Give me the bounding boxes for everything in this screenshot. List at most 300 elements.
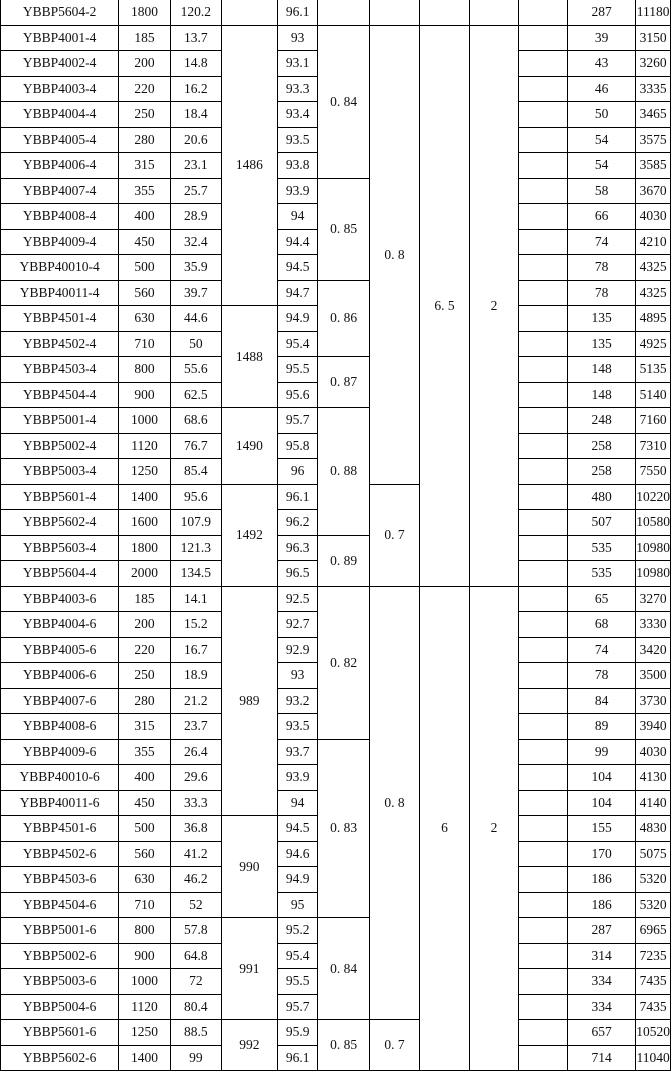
table-body	[1, 0, 671, 1071]
table-row	[1, 918, 671, 944]
torque-cell: 5075	[636, 841, 671, 867]
current-ratio-cell: 0. 8	[369, 25, 419, 484]
torque-ratio-cell: 6. 5	[420, 25, 470, 586]
weight-cell: 287	[567, 0, 635, 25]
efficiency-cell: 92.9	[277, 637, 317, 663]
current-cell: 25.7	[170, 178, 221, 204]
model-cell: YBBP5002-4	[1, 433, 119, 459]
table-row	[1, 739, 671, 765]
current-cell: 55.6	[170, 357, 221, 383]
model-cell: YBBP4008-6	[1, 714, 119, 740]
current-cell: 23.1	[170, 153, 221, 179]
power-cell: 400	[119, 765, 171, 791]
current-cell: 72	[170, 969, 221, 995]
model-cell: YBBP5601-4	[1, 484, 119, 510]
model-cell: YBBP4003-4	[1, 76, 119, 102]
current-cell: 39.7	[170, 280, 221, 306]
weight-cell: 657	[567, 1020, 635, 1046]
model-cell: YBBP5003-6	[1, 969, 119, 995]
blank-cell	[518, 969, 567, 995]
weight-cell: 248	[567, 408, 635, 434]
efficiency-cell: 92.5	[277, 586, 317, 612]
blank-cell	[518, 688, 567, 714]
current-cell: 44.6	[170, 306, 221, 332]
power-factor-cell: 0. 85	[318, 1020, 370, 1071]
power-cell: 2000	[119, 561, 171, 587]
current-ratio-cell	[369, 0, 419, 25]
weight-cell: 50	[567, 102, 635, 128]
weight-cell: 84	[567, 688, 635, 714]
speed-cell: 1488	[221, 306, 277, 408]
blank-cell	[518, 510, 567, 536]
model-cell: YBBP4004-4	[1, 102, 119, 128]
current-cell: 120.2	[170, 0, 221, 25]
efficiency-cell: 95.7	[277, 408, 317, 434]
weight-cell: 135	[567, 306, 635, 332]
model-cell: YBBP5601-6	[1, 1020, 119, 1046]
efficiency-cell: 96.2	[277, 510, 317, 536]
power-cell: 250	[119, 102, 171, 128]
model-cell: YBBP4008-4	[1, 204, 119, 230]
efficiency-cell: 93.7	[277, 739, 317, 765]
model-cell: YBBP4006-6	[1, 663, 119, 689]
current-cell: 33.3	[170, 790, 221, 816]
blank-cell	[518, 918, 567, 944]
weight-cell: 74	[567, 637, 635, 663]
weight-cell: 258	[567, 433, 635, 459]
model-cell: YBBP5001-4	[1, 408, 119, 434]
power-factor-cell: 0. 85	[318, 178, 370, 280]
table-row	[1, 535, 671, 561]
weight-cell: 89	[567, 714, 635, 740]
model-cell: YBBP4503-4	[1, 357, 119, 383]
power-cell: 500	[119, 816, 171, 842]
current-cell: 52	[170, 892, 221, 918]
efficiency-cell: 93	[277, 663, 317, 689]
speed-cell: 992	[221, 1020, 277, 1071]
power-cell: 1800	[119, 0, 171, 25]
power-cell: 185	[119, 25, 171, 51]
torque-cell: 4325	[636, 280, 671, 306]
weight-cell: 135	[567, 331, 635, 357]
blank-cell	[518, 1045, 567, 1071]
blank-cell	[518, 841, 567, 867]
power-cell: 630	[119, 867, 171, 893]
torque-cell: 5140	[636, 382, 671, 408]
weight-cell: 535	[567, 535, 635, 561]
torque-cell: 7435	[636, 994, 671, 1020]
model-cell: YBBP4005-6	[1, 637, 119, 663]
current-cell: 20.6	[170, 127, 221, 153]
max-torque-cell: 2	[470, 586, 519, 1071]
current-cell: 16.2	[170, 76, 221, 102]
efficiency-cell: 95.2	[277, 918, 317, 944]
power-cell: 1250	[119, 459, 171, 485]
blank-cell	[518, 867, 567, 893]
model-cell: YBBP5001-6	[1, 918, 119, 944]
weight-cell: 480	[567, 484, 635, 510]
weight-cell: 54	[567, 127, 635, 153]
weight-cell: 78	[567, 280, 635, 306]
blank-cell	[518, 663, 567, 689]
efficiency-cell: 95.5	[277, 969, 317, 995]
table-row	[1, 25, 671, 51]
model-cell: YBBP4502-4	[1, 331, 119, 357]
blank-cell	[518, 612, 567, 638]
efficiency-cell: 95.4	[277, 331, 317, 357]
torque-cell: 3260	[636, 51, 671, 77]
weight-cell: 78	[567, 663, 635, 689]
current-cell: 16.7	[170, 637, 221, 663]
power-factor-cell: 0. 88	[318, 408, 370, 536]
torque-cell: 10580	[636, 510, 671, 536]
weight-cell: 714	[567, 1045, 635, 1071]
torque-cell: 3270	[636, 586, 671, 612]
blank-cell	[518, 459, 567, 485]
power-factor-cell: 0. 89	[318, 535, 370, 586]
table-row	[1, 0, 671, 25]
weight-cell: 54	[567, 153, 635, 179]
power-cell: 1400	[119, 484, 171, 510]
model-cell: YBBP5002-6	[1, 943, 119, 969]
weight-cell: 148	[567, 382, 635, 408]
power-cell: 450	[119, 229, 171, 255]
model-cell: YBBP40010-6	[1, 765, 119, 791]
weight-cell: 186	[567, 892, 635, 918]
power-cell: 280	[119, 688, 171, 714]
table-row	[1, 1020, 671, 1046]
current-cell: 68.6	[170, 408, 221, 434]
efficiency-cell: 94.6	[277, 841, 317, 867]
speed-cell: 991	[221, 918, 277, 1020]
model-cell: YBBP4002-4	[1, 51, 119, 77]
current-cell: 134.5	[170, 561, 221, 587]
speed-cell: 990	[221, 816, 277, 918]
efficiency-cell: 93.9	[277, 765, 317, 791]
power-factor-cell: 0. 82	[318, 586, 370, 739]
power-cell: 900	[119, 943, 171, 969]
torque-cell: 5320	[636, 867, 671, 893]
weight-cell: 334	[567, 969, 635, 995]
torque-cell: 3585	[636, 153, 671, 179]
blank-cell	[518, 484, 567, 510]
blank-cell	[518, 153, 567, 179]
efficiency-cell: 95	[277, 892, 317, 918]
torque-cell: 3500	[636, 663, 671, 689]
power-cell: 1000	[119, 969, 171, 995]
blank-cell	[518, 535, 567, 561]
torque-cell: 4895	[636, 306, 671, 332]
efficiency-cell: 94.7	[277, 280, 317, 306]
power-cell: 400	[119, 204, 171, 230]
blank-cell	[518, 765, 567, 791]
power-cell: 185	[119, 586, 171, 612]
torque-cell: 4210	[636, 229, 671, 255]
torque-cell: 3670	[636, 178, 671, 204]
current-ratio-cell: 0. 7	[369, 484, 419, 586]
efficiency-cell: 94	[277, 790, 317, 816]
current-cell: 13.7	[170, 25, 221, 51]
torque-cell: 3575	[636, 127, 671, 153]
model-cell: YBBP4503-6	[1, 867, 119, 893]
model-cell: YBBP5004-6	[1, 994, 119, 1020]
weight-cell: 39	[567, 25, 635, 51]
efficiency-cell: 93.5	[277, 127, 317, 153]
torque-cell: 7435	[636, 969, 671, 995]
power-factor-cell: 0. 84	[318, 25, 370, 178]
current-cell: 18.4	[170, 102, 221, 128]
current-cell: 28.9	[170, 204, 221, 230]
blank-cell	[518, 1020, 567, 1046]
efficiency-cell: 93.2	[277, 688, 317, 714]
blank-cell	[518, 739, 567, 765]
torque-cell: 10220	[636, 484, 671, 510]
efficiency-cell: 95.8	[277, 433, 317, 459]
weight-cell: 65	[567, 586, 635, 612]
torque-ratio-cell	[420, 0, 470, 25]
torque-cell: 3465	[636, 102, 671, 128]
current-cell: 121.3	[170, 535, 221, 561]
torque-cell: 3330	[636, 612, 671, 638]
current-cell: 18.9	[170, 663, 221, 689]
weight-cell: 535	[567, 561, 635, 587]
efficiency-cell: 96.1	[277, 484, 317, 510]
weight-cell: 334	[567, 994, 635, 1020]
power-cell: 800	[119, 918, 171, 944]
efficiency-cell: 92.7	[277, 612, 317, 638]
efficiency-cell: 94	[277, 204, 317, 230]
torque-cell: 3420	[636, 637, 671, 663]
torque-cell: 4130	[636, 765, 671, 791]
current-cell: 95.6	[170, 484, 221, 510]
power-cell: 200	[119, 51, 171, 77]
torque-cell: 4030	[636, 204, 671, 230]
current-cell: 14.1	[170, 586, 221, 612]
efficiency-cell: 93.3	[277, 76, 317, 102]
efficiency-cell: 96.1	[277, 0, 317, 25]
torque-cell: 10520	[636, 1020, 671, 1046]
blank-cell	[518, 382, 567, 408]
efficiency-cell: 96.3	[277, 535, 317, 561]
table-row	[1, 178, 671, 204]
model-cell: YBBP40010-4	[1, 255, 119, 281]
table-row	[1, 586, 671, 612]
efficiency-cell: 94.9	[277, 867, 317, 893]
power-cell: 1120	[119, 994, 171, 1020]
weight-cell: 258	[567, 459, 635, 485]
torque-cell: 3150	[636, 25, 671, 51]
weight-cell: 78	[567, 255, 635, 281]
weight-cell: 99	[567, 739, 635, 765]
model-cell: YBBP4001-4	[1, 25, 119, 51]
power-factor-cell	[318, 0, 370, 25]
torque-cell: 5320	[636, 892, 671, 918]
power-cell: 900	[119, 382, 171, 408]
power-cell: 1250	[119, 1020, 171, 1046]
efficiency-cell: 93.4	[277, 102, 317, 128]
blank-cell	[518, 331, 567, 357]
efficiency-cell: 96	[277, 459, 317, 485]
model-cell: YBBP4006-4	[1, 153, 119, 179]
power-cell: 355	[119, 178, 171, 204]
torque-cell: 10980	[636, 535, 671, 561]
torque-cell: 3730	[636, 688, 671, 714]
current-cell: 21.2	[170, 688, 221, 714]
blank-cell	[518, 637, 567, 663]
model-cell: YBBP4502-6	[1, 841, 119, 867]
blank-cell	[518, 892, 567, 918]
model-cell: YBBP4009-6	[1, 739, 119, 765]
efficiency-cell: 93	[277, 25, 317, 51]
weight-cell: 46	[567, 76, 635, 102]
torque-cell: 10980	[636, 561, 671, 587]
speed-cell: 989	[221, 586, 277, 816]
current-cell: 32.4	[170, 229, 221, 255]
blank-cell	[518, 790, 567, 816]
current-cell: 80.4	[170, 994, 221, 1020]
weight-cell: 74	[567, 229, 635, 255]
model-cell: YBBP4501-6	[1, 816, 119, 842]
power-cell: 710	[119, 331, 171, 357]
power-cell: 710	[119, 892, 171, 918]
current-cell: 50	[170, 331, 221, 357]
model-cell: YBBP5604-4	[1, 561, 119, 587]
power-cell: 500	[119, 255, 171, 281]
model-cell: YBBP4501-4	[1, 306, 119, 332]
current-cell: 107.9	[170, 510, 221, 536]
power-cell: 450	[119, 790, 171, 816]
efficiency-cell: 93.1	[277, 51, 317, 77]
torque-cell: 7160	[636, 408, 671, 434]
efficiency-cell: 95.4	[277, 943, 317, 969]
model-cell: YBBP4003-6	[1, 586, 119, 612]
blank-cell	[518, 994, 567, 1020]
blank-cell	[518, 280, 567, 306]
efficiency-cell: 95.7	[277, 994, 317, 1020]
current-cell: 99	[170, 1045, 221, 1071]
power-cell: 1120	[119, 433, 171, 459]
model-cell: YBBP5604-2	[1, 0, 119, 25]
model-cell: YBBP4009-4	[1, 229, 119, 255]
model-cell: YBBP5602-6	[1, 1045, 119, 1071]
blank-cell	[518, 76, 567, 102]
torque-cell: 4925	[636, 331, 671, 357]
current-cell: 64.8	[170, 943, 221, 969]
torque-cell: 3335	[636, 76, 671, 102]
current-ratio-cell: 0. 8	[369, 586, 419, 1020]
power-factor-cell: 0. 87	[318, 357, 370, 408]
blank-cell	[518, 561, 567, 587]
blank-cell	[518, 204, 567, 230]
power-cell: 560	[119, 280, 171, 306]
speed-cell	[221, 0, 277, 25]
power-factor-cell: 0. 86	[318, 280, 370, 357]
table-row	[1, 280, 671, 306]
torque-cell: 4830	[636, 816, 671, 842]
current-cell: 36.8	[170, 816, 221, 842]
table-row	[1, 408, 671, 434]
blank-cell	[518, 25, 567, 51]
efficiency-cell: 96.1	[277, 1045, 317, 1071]
weight-cell: 314	[567, 943, 635, 969]
blank-cell	[518, 714, 567, 740]
efficiency-cell: 96.5	[277, 561, 317, 587]
power-cell: 1600	[119, 510, 171, 536]
power-cell: 220	[119, 637, 171, 663]
blank-cell	[518, 127, 567, 153]
weight-cell: 43	[567, 51, 635, 77]
power-cell: 315	[119, 714, 171, 740]
blank-cell	[518, 586, 567, 612]
torque-cell: 3940	[636, 714, 671, 740]
max-torque-cell	[470, 0, 519, 25]
power-cell: 200	[119, 612, 171, 638]
blank-cell	[518, 816, 567, 842]
torque-cell: 7310	[636, 433, 671, 459]
torque-cell: 4325	[636, 255, 671, 281]
table-row	[1, 357, 671, 383]
blank-cell	[518, 51, 567, 77]
speed-cell: 1490	[221, 408, 277, 485]
efficiency-cell: 93.8	[277, 153, 317, 179]
power-cell: 1000	[119, 408, 171, 434]
power-cell: 1800	[119, 535, 171, 561]
efficiency-cell: 94.9	[277, 306, 317, 332]
power-cell: 630	[119, 306, 171, 332]
current-cell: 76.7	[170, 433, 221, 459]
model-cell: YBBP5603-4	[1, 535, 119, 561]
torque-cell: 4140	[636, 790, 671, 816]
weight-cell: 186	[567, 867, 635, 893]
model-cell: YBBP4004-6	[1, 612, 119, 638]
torque-cell: 11040	[636, 1045, 671, 1071]
weight-cell: 507	[567, 510, 635, 536]
blank-cell	[518, 408, 567, 434]
torque-cell: 4030	[636, 739, 671, 765]
power-factor-cell: 0. 84	[318, 918, 370, 1020]
weight-cell: 104	[567, 765, 635, 791]
current-cell: 23.7	[170, 714, 221, 740]
efficiency-cell: 95.9	[277, 1020, 317, 1046]
efficiency-cell: 93.5	[277, 714, 317, 740]
model-cell: YBBP40011-4	[1, 280, 119, 306]
efficiency-cell: 94.4	[277, 229, 317, 255]
torque-cell: 6965	[636, 918, 671, 944]
model-cell: YBBP5003-4	[1, 459, 119, 485]
weight-cell: 66	[567, 204, 635, 230]
current-cell: 29.6	[170, 765, 221, 791]
blank-cell	[518, 229, 567, 255]
power-cell: 560	[119, 841, 171, 867]
efficiency-cell: 93.9	[277, 178, 317, 204]
blank-cell	[518, 178, 567, 204]
power-factor-cell: 0. 83	[318, 739, 370, 918]
blank-cell	[518, 102, 567, 128]
power-cell: 220	[119, 76, 171, 102]
power-cell: 280	[119, 127, 171, 153]
model-cell: YBBP4504-4	[1, 382, 119, 408]
blank-cell	[518, 306, 567, 332]
current-cell: 46.2	[170, 867, 221, 893]
current-cell: 15.2	[170, 612, 221, 638]
current-cell: 14.8	[170, 51, 221, 77]
current-cell: 35.9	[170, 255, 221, 281]
power-cell: 1400	[119, 1045, 171, 1071]
blank-cell	[518, 255, 567, 281]
efficiency-cell: 95.5	[277, 357, 317, 383]
current-cell: 41.2	[170, 841, 221, 867]
current-cell: 88.5	[170, 1020, 221, 1046]
